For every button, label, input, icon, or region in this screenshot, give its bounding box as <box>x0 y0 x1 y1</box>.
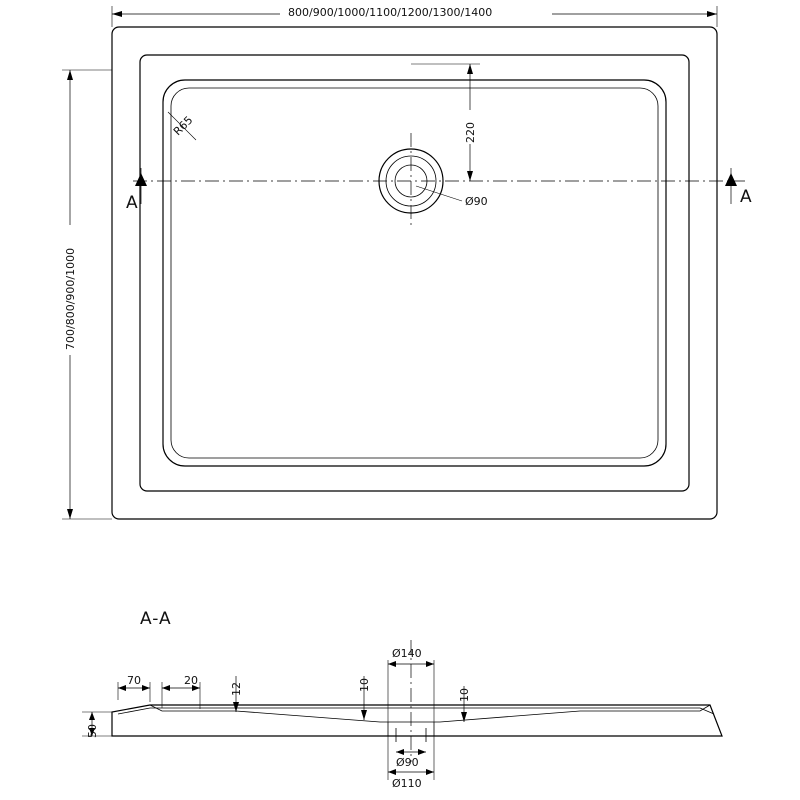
d10a-label: 10 <box>358 678 371 692</box>
section-inner-surface <box>150 705 710 722</box>
offset-label: 220 <box>464 122 477 143</box>
d140-arrow-right <box>426 661 434 667</box>
d140-label: Ø140 <box>392 647 422 660</box>
radius-label: R65 <box>170 113 196 139</box>
tray-rim-outline <box>140 55 689 491</box>
top-view-group <box>62 5 753 519</box>
tray-basin-outline <box>163 80 666 466</box>
d12-arrow-bottom <box>233 702 239 712</box>
drain-diameter-label: Ø90 <box>465 195 488 208</box>
d70-label: 70 <box>127 674 141 687</box>
d140-arrow-left <box>388 661 396 667</box>
d50-label: 50 <box>86 724 99 738</box>
d110-arrow-left <box>388 769 396 775</box>
d70-arrow-left <box>118 685 126 691</box>
tray-basin-inner-outline <box>171 88 658 458</box>
drain-diameter-leader <box>416 186 462 201</box>
section-mark-right-label: A <box>740 187 753 207</box>
d90-arrow-right <box>418 749 426 755</box>
d20-arrow-left <box>162 685 170 691</box>
width-label: 800/900/1000/1100/1200/1300/1400 <box>288 6 493 19</box>
d50-arrow-top <box>89 712 95 720</box>
offset-arrow-bottom <box>467 171 473 181</box>
tray-outer-outline <box>112 27 717 519</box>
d10a-arrow-bottom <box>361 710 367 720</box>
d20-label: 20 <box>184 674 198 687</box>
section-mark-right-arrow <box>725 173 737 186</box>
d90-label: Ø90 <box>396 756 419 769</box>
d12-label: 12 <box>230 682 243 696</box>
d110-label: Ø110 <box>392 777 422 790</box>
d90-arrow-left <box>396 749 404 755</box>
section-mark-left-label: A <box>126 193 139 213</box>
d70-arrow-right <box>142 685 150 691</box>
width-arrow-right <box>707 11 717 17</box>
section-outer-profile <box>112 705 722 736</box>
height-arrow-top <box>67 70 73 80</box>
offset-arrow-top <box>467 64 473 74</box>
height-arrow-bottom <box>67 509 73 519</box>
section-view-group <box>82 609 722 790</box>
d110-arrow-right <box>426 769 434 775</box>
section-title: A-A <box>140 609 172 629</box>
height-label: 700/800/900/1000 <box>64 247 77 350</box>
width-arrow-left <box>112 11 122 17</box>
d10b-label: 10 <box>458 688 471 702</box>
section-mark-left-arrow <box>135 173 147 186</box>
